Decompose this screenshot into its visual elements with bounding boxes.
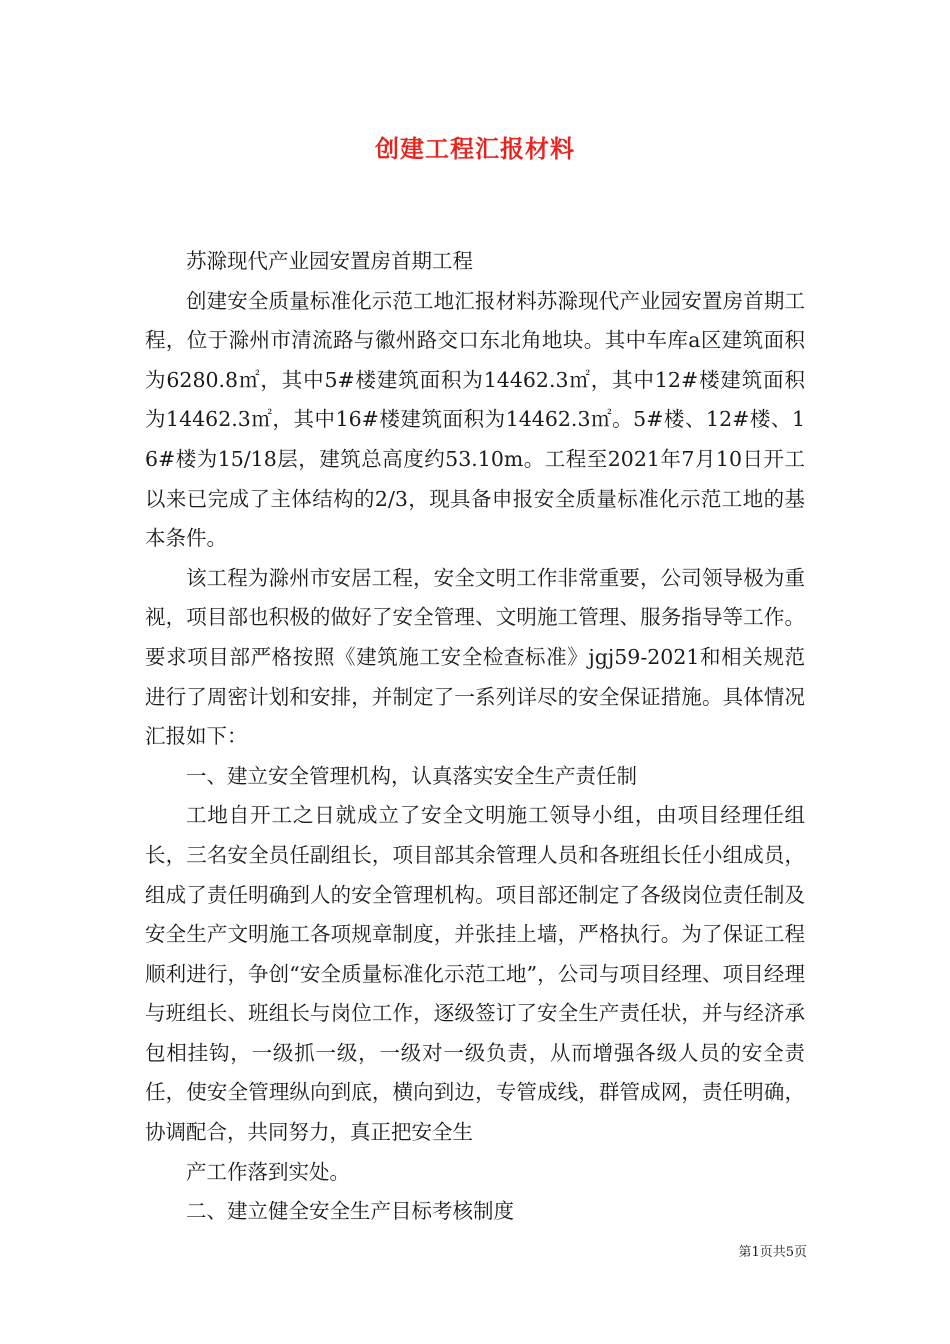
document-title: 创建工程汇报材料 [375,134,575,163]
section-heading-1: 一、建立安全管理机构，认真落实安全生产责任制 [186,763,637,788]
page-number: 第1页共5页 [738,1245,807,1260]
document-body [145,242,805,1232]
paragraph-project-overview: 创建安全质量标准化示范工地汇报材料苏滁现代产业园安置房首期工程，位于滁州市清流路与徽州路交口东北角地块。其中车库a区建筑面积为6280.8㎡，其中5#楼建筑面积为14462.3㎡，其中12#楼建筑面积为14462.3㎡，其中16#楼建筑面积为14462.3㎡。5#楼、12#楼、16#楼为15/18层，建筑总高度约53.10m。工程至2021年7月10日开工以来已完成了主体结构的2/3，现具备申报安全质量标准化示范工地的基本条件。 [145,288,805,551]
paragraph-project-name: 苏滁现代产业园安置房首期工程 [186,249,473,273]
section-heading-2: 二、建立健全安全生产目标考核制度 [186,1199,514,1224]
paragraph-management-structure: 工地自开工之日就成立了安全文明施工领导小组，由项目经理任组长，三名安全员任副组长，项目部其余管理人员和各班组长任小组成员，组成了责任明确到人的安全管理机构。项目部还制定了各级岗位责任制及安全生产文明施工各项规章制度，并张挂上墙，严格执行。为了保证工程顺利进行，争创“安全质量标准化示范工地”，公司与项目经理、项目经理与班组长、班组长与岗位工作，逐级签订了安全生产责任状，并与经济承包相挂钩，一级抓一级，一级对一级负责，从而增强各级人员的安全责任，使安全管理纵向到底，横向到边，专管成线，群管成网，责任明确，协调配合，共同努力，真正把安全生 [145,803,805,1145]
paragraph-importance: 该工程为滁州市安居工程，安全文明工作非常重要，公司领导极为重视，项目部也积极的做好了安全管理、文明施工管理、服务指导等工作。要求项目部严格按照《建筑施工安全检查标准》jgj59-2021和相关规范进行了周密计划和安排，并制定了一系列详尽的安全保证措施。具体情况汇报如下： [145,565,805,749]
paragraph-continuation: 产工作落到实处。 [186,1159,350,1184]
